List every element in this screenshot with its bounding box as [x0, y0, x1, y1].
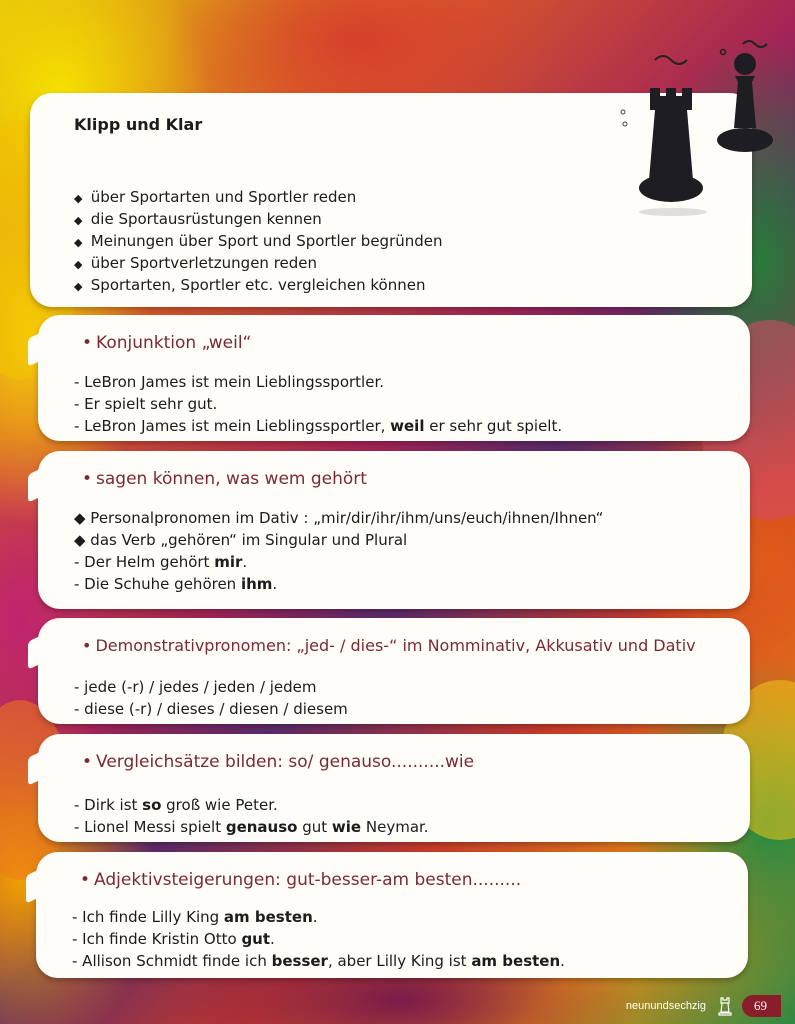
list-item: - Der Helm gehört mir.	[74, 553, 248, 571]
list-item: ◆ Meinungen über Sport und Sportler begründen	[74, 230, 443, 252]
list-item: - LeBron James ist mein Lieblingssportler, weil er sehr gut spielt.	[74, 417, 563, 435]
section-heading: • Demonstrativpronomen: „jed- / dies-“ im Nomminativ, Akkusativ und Dativ	[82, 636, 696, 655]
list-item: - Ich finde Kristin Otto gut.	[72, 930, 275, 948]
chess-rook-and-pawn-icon	[615, 30, 785, 220]
page-number-word: neunundsechzig	[625, 1000, 706, 1012]
list-item: ◆ über Sportarten und Sportler reden	[74, 186, 443, 208]
list-item: - jede (-r) / jedes / jeden / jedem	[74, 678, 317, 696]
diamond-bullet-icon: ◆	[74, 280, 83, 293]
list-item: - Allison Schmidt finde ich besser, aber Lilly King ist am besten.	[72, 952, 565, 970]
section-card	[38, 734, 750, 842]
diamond-bullet-icon: ◆	[74, 258, 83, 271]
section-card	[38, 451, 750, 609]
list-item: - diese (-r) / dieses / diesen / diesem	[74, 700, 348, 718]
diamond-bullet-icon: ◆	[74, 236, 83, 249]
section-heading: • sagen können, was wem gehört	[82, 469, 367, 489]
page-number: 69	[742, 995, 781, 1017]
intro-list	[74, 186, 443, 296]
section-lines	[74, 794, 429, 838]
section-lines	[72, 906, 565, 972]
diamond-bullet-icon: ◆	[74, 192, 83, 205]
list-item: ◆ das Verb „gehören“ im Singular und Plural	[74, 531, 408, 549]
list-item: - Lionel Messi spielt genauso gut wie Neymar.	[74, 818, 429, 836]
section-lines	[74, 371, 562, 437]
list-item: - Die Schuhe gehören ihm.	[74, 575, 278, 593]
section-card	[38, 315, 750, 441]
list-item: ◆ Sportarten, Sportler etc. vergleichen können	[74, 274, 443, 296]
list-item: - Dirk ist so groß wie Peter.	[74, 796, 278, 814]
list-item: - Ich finde Lilly King am besten.	[72, 908, 318, 926]
list-item: - Er spielt sehr gut.	[74, 395, 218, 413]
section-heading: • Adjektivsteigerungen: gut-besser-am besten.........	[80, 870, 522, 890]
list-item: - LeBron James ist mein Lieblingssportler.	[74, 373, 385, 391]
section-heading: • Konjunktion „weil“	[82, 333, 252, 353]
section-lines	[74, 676, 348, 720]
diamond-bullet-icon: ◆	[74, 214, 83, 227]
chess-piece-footer-icon	[714, 995, 736, 1017]
list-item: ◆ Personalpronomen im Dativ : „mir/dir/ihr/ihm/uns/euch/ihnen/Ihnen“	[74, 509, 604, 527]
section-card	[36, 852, 748, 978]
card-tab	[28, 463, 52, 502]
section-lines	[74, 507, 603, 595]
list-item: ◆ über Sportverletzungen reden	[74, 252, 443, 274]
card-tab	[28, 630, 52, 669]
section-card	[38, 618, 750, 724]
page-title: Klipp und Klar	[74, 115, 203, 134]
list-item: ◆ die Sportausrüstungen kennen	[74, 208, 443, 230]
section-heading: • Vergleichsätze bilden: so/ genauso..........wie	[82, 752, 475, 772]
page-footer	[626, 994, 781, 1018]
